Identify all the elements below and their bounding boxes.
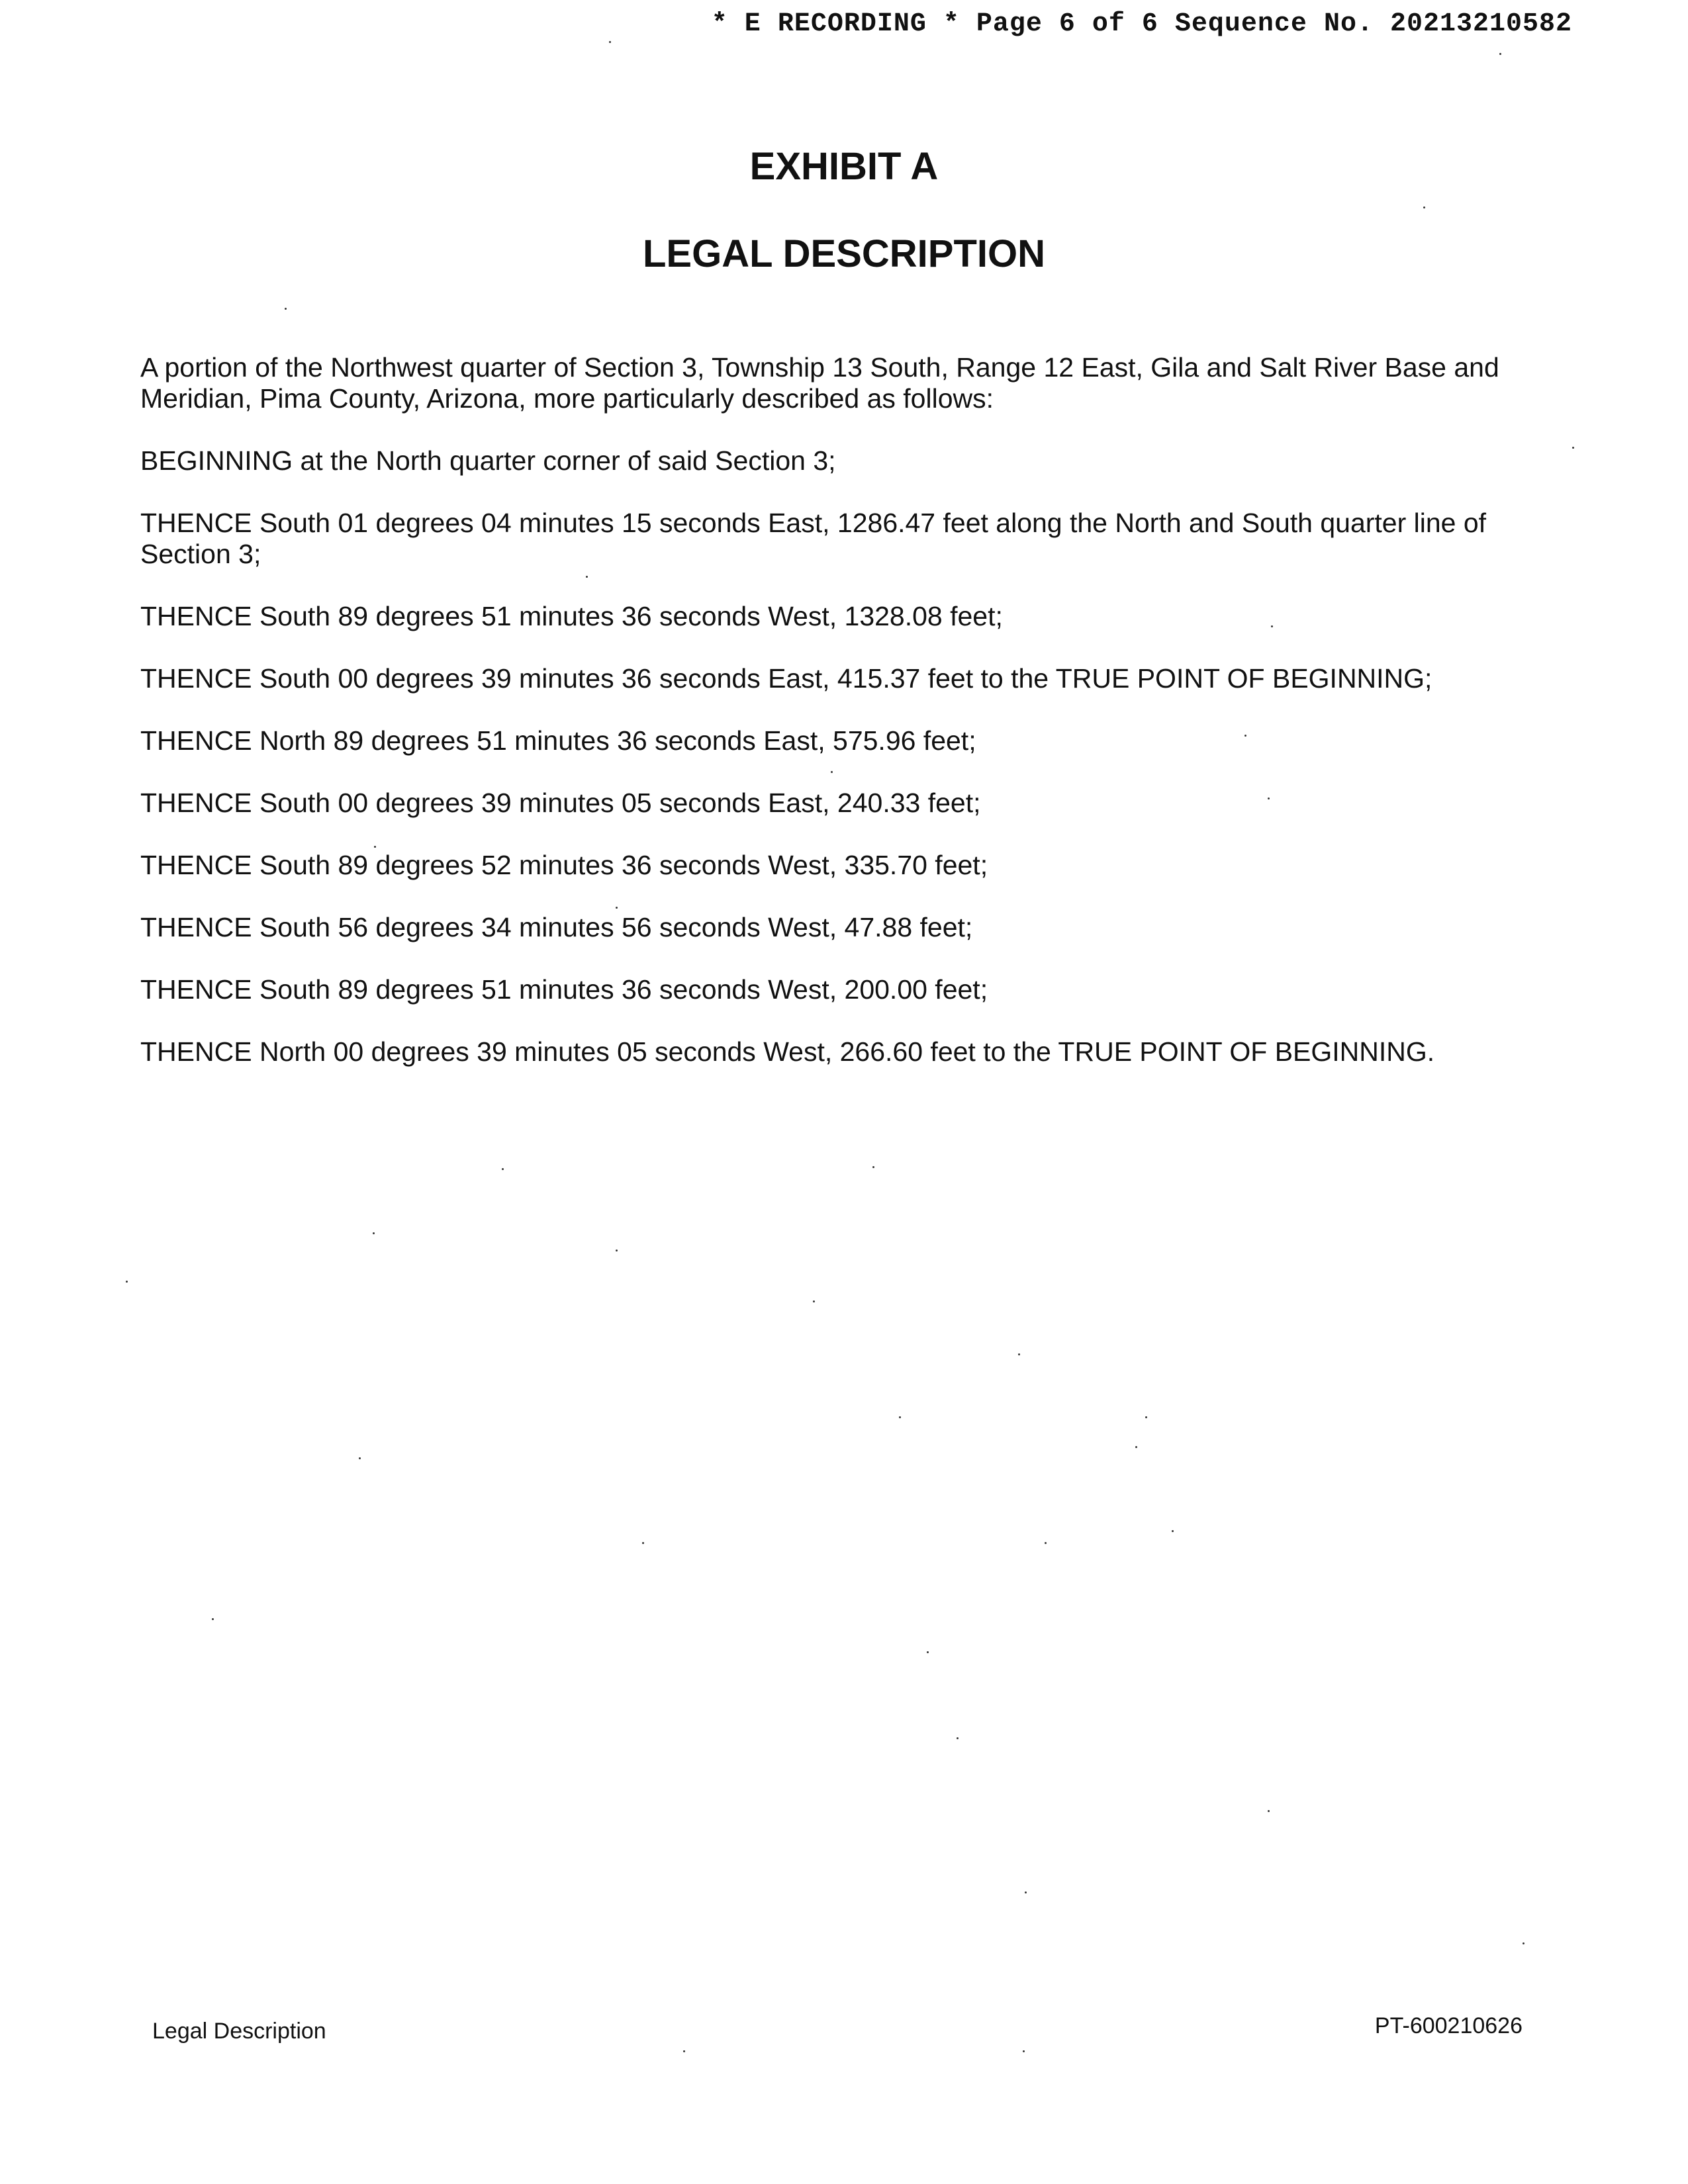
scan-speck	[1045, 1542, 1047, 1544]
intro-paragraph: A portion of the Northwest quarter of Section 3, Township 13 South, Range 12 East, Gila and Salt River Base and Meridian, Pima County, Arizona, more particularly described as follows:	[140, 352, 1499, 414]
legal-description-heading: LEGAL DESCRIPTION	[643, 232, 1045, 275]
course-paragraph-1: THENCE South 01 degrees 04 minutes 15 seconds East, 1286.47 feet along the North and South quarter line of Section 3;	[140, 508, 1487, 569]
scan-speck	[1572, 447, 1574, 449]
scan-speck	[927, 1651, 929, 1653]
course-paragraph-5: THENCE South 00 degrees 39 minutes 05 seconds East, 240.33 feet;	[140, 788, 981, 818]
course-paragraph-8: THENCE South 89 degrees 51 minutes 36 seconds West, 200.00 feet;	[140, 974, 988, 1005]
scan-speck	[957, 1737, 959, 1739]
scan-speck	[586, 576, 588, 578]
scan-speck	[1145, 1416, 1147, 1418]
scan-speck	[1025, 1891, 1027, 1893]
scan-speck	[1172, 1530, 1174, 1532]
scan-speck	[609, 41, 611, 43]
scan-speck	[899, 1416, 901, 1418]
beginning-paragraph: BEGINNING at the North quarter corner of said Section 3;	[140, 445, 836, 476]
scan-speck	[374, 846, 376, 848]
scan-speck	[502, 1168, 504, 1170]
scan-speck	[1018, 1353, 1020, 1355]
scan-speck	[1135, 1446, 1137, 1448]
scan-speck	[1423, 206, 1425, 208]
scan-speck	[1523, 1942, 1524, 1944]
exhibit-title: EXHIBIT A	[749, 145, 939, 188]
scan-speck	[616, 907, 618, 909]
footer-document-number: PT-600210626	[1374, 2013, 1523, 2038]
course-paragraph-4: THENCE North 89 degrees 51 minutes 36 seconds East, 575.96 feet;	[140, 725, 976, 756]
scan-speck	[126, 1281, 128, 1283]
legal-description-body	[140, 352, 1557, 1099]
scan-speck	[1271, 625, 1273, 627]
footer-left-label: Legal Description	[152, 2019, 326, 2044]
scan-speck	[813, 1300, 815, 1302]
scan-speck	[359, 1457, 361, 1459]
scan-speck	[831, 771, 833, 773]
scan-speck	[1268, 1810, 1270, 1812]
scan-speck	[872, 1166, 874, 1168]
scan-speck	[285, 308, 287, 310]
course-paragraph-9: THENCE North 00 degrees 39 minutes 05 seconds West, 266.60 feet to the TRUE POINT OF BEGINNING.	[140, 1036, 1435, 1067]
scan-speck	[616, 1250, 618, 1251]
recording-header: * E RECORDING * Page 6 of 6 Sequence No. 20213210582	[711, 9, 1572, 39]
scan-speck	[1244, 735, 1246, 737]
scan-speck	[1499, 53, 1501, 55]
course-paragraph-2: THENCE South 89 degrees 51 minutes 36 seconds West, 1328.08 feet;	[140, 601, 1003, 631]
course-paragraph-7: THENCE South 56 degrees 34 minutes 56 seconds West, 47.88 feet;	[140, 912, 973, 942]
scan-speck	[1023, 2050, 1025, 2052]
scan-speck	[212, 1618, 214, 1620]
scan-speck	[642, 1542, 644, 1544]
scan-speck	[373, 1232, 375, 1234]
scan-speck	[1268, 797, 1270, 799]
course-paragraph-3: THENCE South 00 degrees 39 minutes 36 seconds East, 415.37 feet to the TRUE POINT OF BEGINNING;	[140, 663, 1432, 694]
scan-speck	[683, 2050, 685, 2052]
course-paragraph-6: THENCE South 89 degrees 52 minutes 36 seconds West, 335.70 feet;	[140, 850, 988, 880]
